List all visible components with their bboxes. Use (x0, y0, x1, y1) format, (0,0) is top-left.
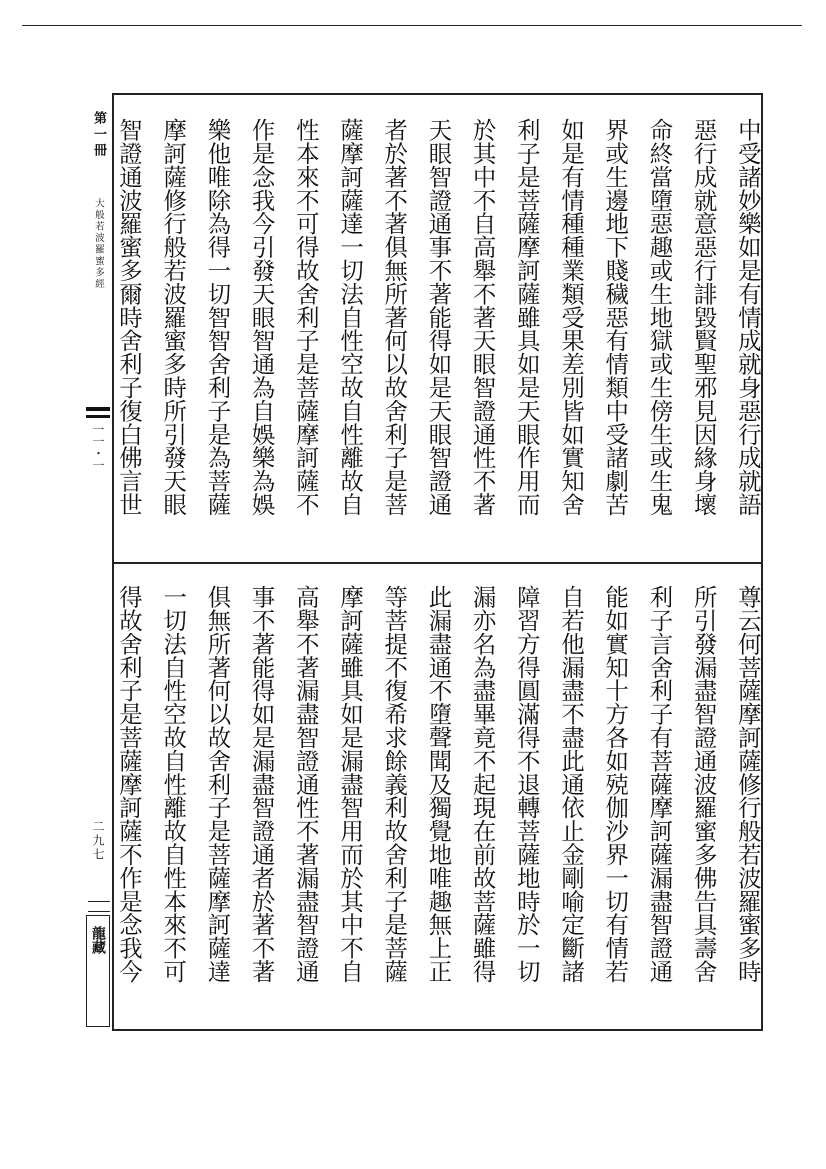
text-column: 命終當墮惡趣或生地獄或生傍生或生鬼 (645, 118, 674, 516)
collection-mark-box (86, 915, 110, 1027)
page-number: 二九七 (91, 820, 105, 862)
text-column: 如是有情種種業類受果差別皆如實知舍 (557, 118, 586, 516)
upper-text-block (115, 118, 760, 554)
text-column: 俱無所著何以故舍利子是菩薩摩訶薩達 (203, 585, 232, 983)
text-column: 障習方得圓滿得不退轉菩薩地時於一切 (512, 585, 541, 983)
text-column: 此漏盡通不墮聲聞及獨覺地唯趣無上正 (424, 585, 453, 983)
margin-strip (86, 93, 112, 1033)
text-column: 作是念我今引發天眼智通為自娛樂為娛 (247, 118, 276, 516)
text-column: 高舉不著漏盡智證通性不著漏盡智證通 (291, 585, 320, 983)
text-column: 於其中不自高舉不著天眼智證通性不著 (468, 118, 497, 516)
margin-bar (86, 407, 110, 411)
lower-text-block (115, 585, 760, 1025)
text-column: 惡行成就意惡行誹毀賢聖邪見因緣身壞 (689, 118, 718, 516)
margin-rule (88, 901, 110, 902)
text-column: 者於著不著俱無所著何以故舍利子是菩 (380, 118, 409, 516)
text-column: 摩訶薩修行般若波羅蜜多時所引發天眼 (159, 118, 188, 516)
text-column: 利子言舍利子有菩薩摩訶薩漏盡智證通 (645, 585, 674, 983)
text-column: 界或生邊地下賤穢惡有情類中受諸劇苦 (601, 118, 630, 516)
text-column: 得故舍利子是菩薩摩訶薩不作是念我今 (115, 585, 143, 983)
frame-divider (112, 562, 763, 564)
text-column: 摩訶薩雖具如是漏盡智用而於其中不自 (336, 585, 365, 983)
text-column: 能如實知十方各如殑伽沙界一切有情若 (601, 585, 630, 983)
text-column: 薩摩訶薩達一切法自性空故自性離故自 (336, 118, 365, 516)
text-column: 樂他唯除為得一切智智舍利子是為菩薩 (203, 118, 232, 516)
text-column: 利子是菩薩摩訶薩雖具如是天眼作用而 (512, 118, 541, 516)
volume-label: 第一冊 (91, 111, 106, 159)
text-column: 事不著能得如是漏盡智證通者於著不著 (247, 585, 276, 983)
margin-rule (88, 911, 110, 912)
text-column: 所引發漏盡智證通波羅蜜多佛告具壽舍 (689, 585, 718, 983)
collection-mark: 龍藏 (90, 926, 106, 954)
text-column: 中受諸妙樂如是有情成就身惡行成就語 (733, 118, 762, 516)
text-column: 尊云何菩薩摩訶薩修行般若波羅蜜多時 (733, 585, 762, 983)
top-rule (22, 25, 802, 26)
margin-bar (86, 415, 110, 418)
section-number: 一一・一 (91, 423, 105, 471)
text-column: 一切法自性空故自性離故自性本來不可 (159, 585, 188, 983)
text-column: 天眼智證通事不著能得如是天眼智證通 (424, 118, 453, 516)
text-column: 性本來不可得故舍利子是菩薩摩訶薩不 (291, 118, 320, 516)
text-column: 自若他漏盡不盡此通依止金剛喻定斷諸 (557, 585, 586, 983)
text-column: 等菩提不復希求餘義利故舍利子是菩薩 (380, 585, 409, 983)
text-column: 漏亦名為盡畢竟不起現在前故菩薩雖得 (468, 585, 497, 983)
text-column: 智證通波羅蜜多爾時舍利子復白佛言世 (115, 118, 143, 516)
sutra-title: 大般若波羅蜜多經 (93, 198, 104, 290)
